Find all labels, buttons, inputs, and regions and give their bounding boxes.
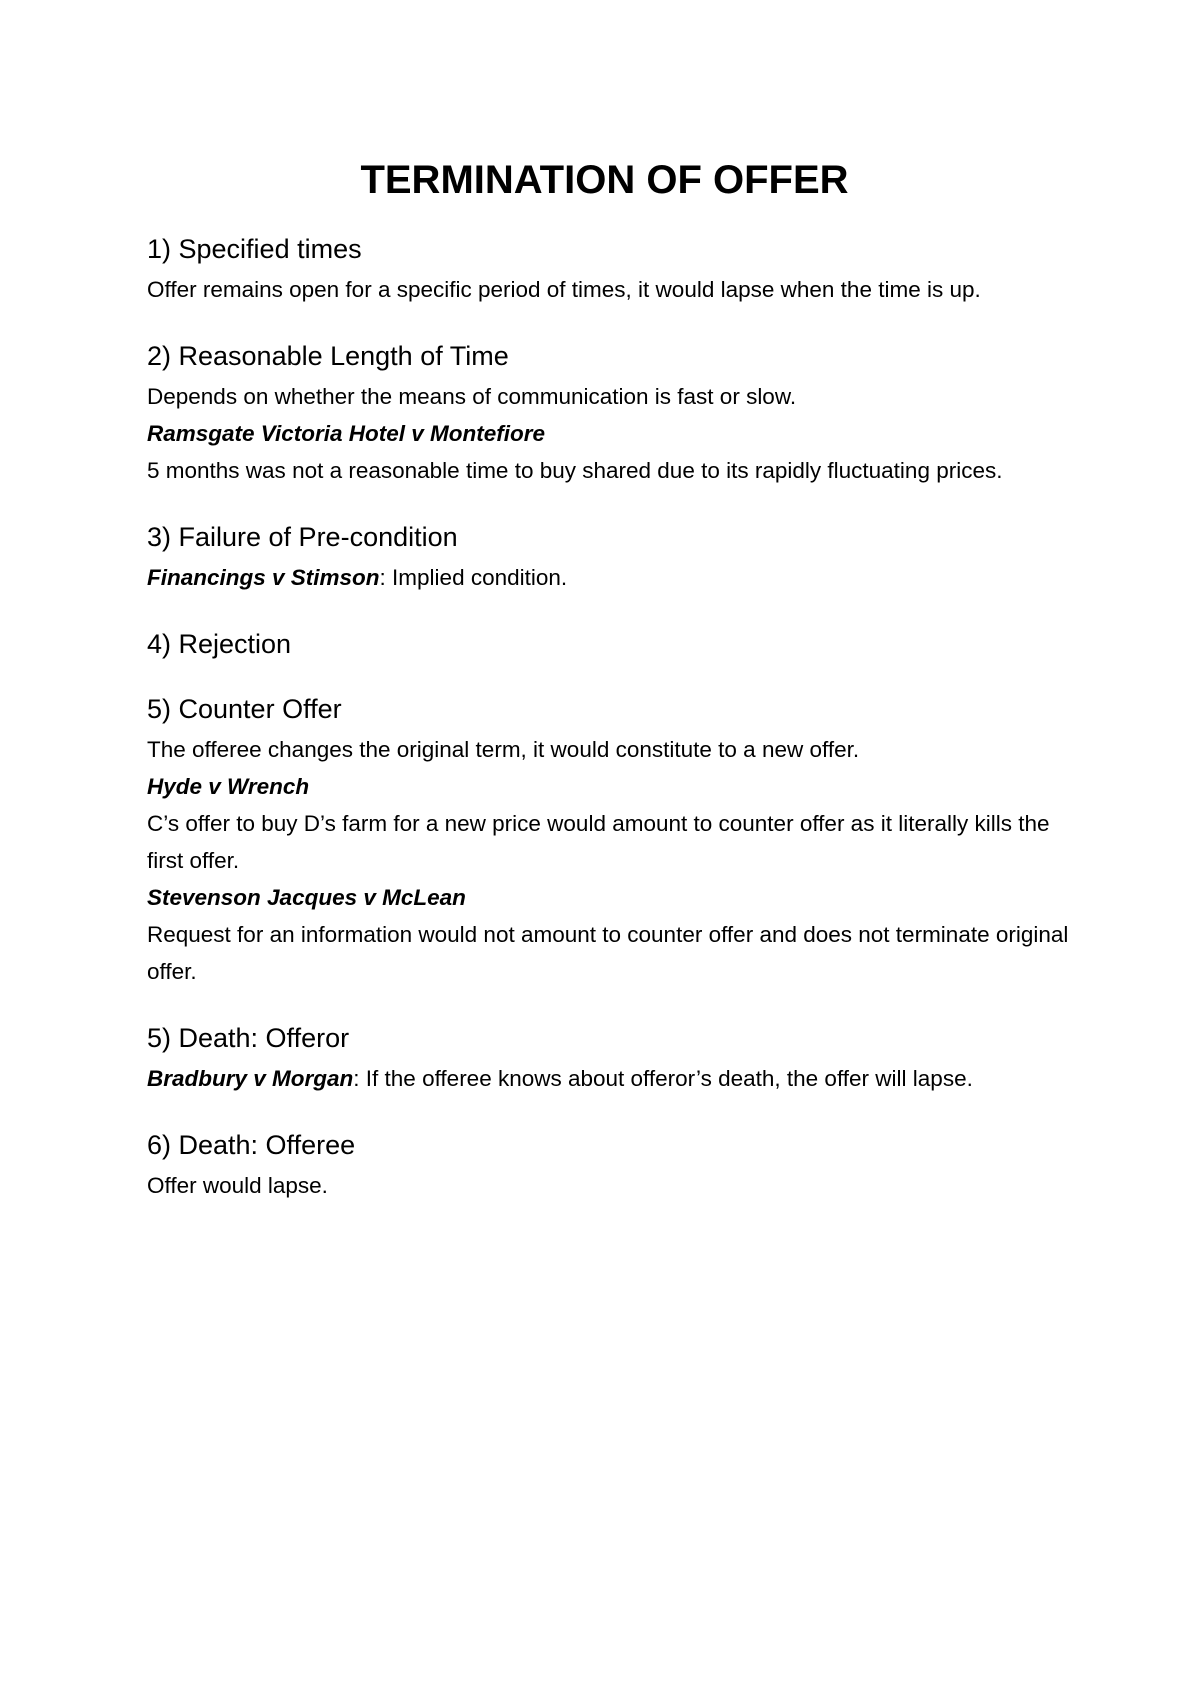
section-heading: 4) Rejection [147,629,292,659]
case-text: Request for an information would not amount to counter offer and does not terminate original offer. [147,922,1069,984]
section-heading: 1) Specified times [147,234,362,264]
section-death-offeror [147,1021,1080,1097]
section-text: Offer remains open for a specific period of times, it would lapse when the time is up. [147,277,981,302]
section-heading: 2) Reasonable Length of Time [147,341,509,371]
section-specified-times [147,232,1080,308]
section-counter-offer [147,692,1080,990]
case-name: Hyde v Wrench [147,774,310,799]
section-heading: 5) Counter Offer [147,694,342,724]
document-title: TERMINATION OF OFFER [360,158,849,202]
case-text: : Implied condition. [379,565,568,590]
case-name: Bradbury v Morgan [147,1066,354,1091]
section-rejection [147,627,1080,661]
case-name: Ramsgate Victoria Hotel v Montefiore [147,421,546,446]
section-failure-of-precondition [147,520,1080,596]
case-name: Financings v Stimson [147,565,380,590]
section-reasonable-length-of-time [147,339,1080,489]
section-death-offeree [147,1128,1080,1204]
case-text: C’s offer to buy D’s farm for a new price would amount to counter offer as it literally kills the first offer. [147,811,1050,873]
case-line [147,1060,1080,1097]
section-text: The offeree changes the original term, it would constitute to a new offer. [147,737,860,762]
section-text: Offer would lapse. [147,1173,328,1198]
section-heading: 3) Failure of Pre-condition [147,522,458,552]
case-name: Stevenson Jacques v McLean [147,885,466,910]
case-text: : If the offeree knows about offeror’s death, the offer will lapse. [353,1066,973,1091]
section-text: Depends on whether the means of communication is fast or slow. [147,384,797,409]
case-line [147,559,1080,596]
section-heading: 6) Death: Offeree [147,1130,356,1160]
section-heading: 5) Death: Offeror [147,1023,350,1053]
case-text: 5 months was not a reasonable time to buy shared due to its rapidly fluctuating prices. [147,458,1003,483]
